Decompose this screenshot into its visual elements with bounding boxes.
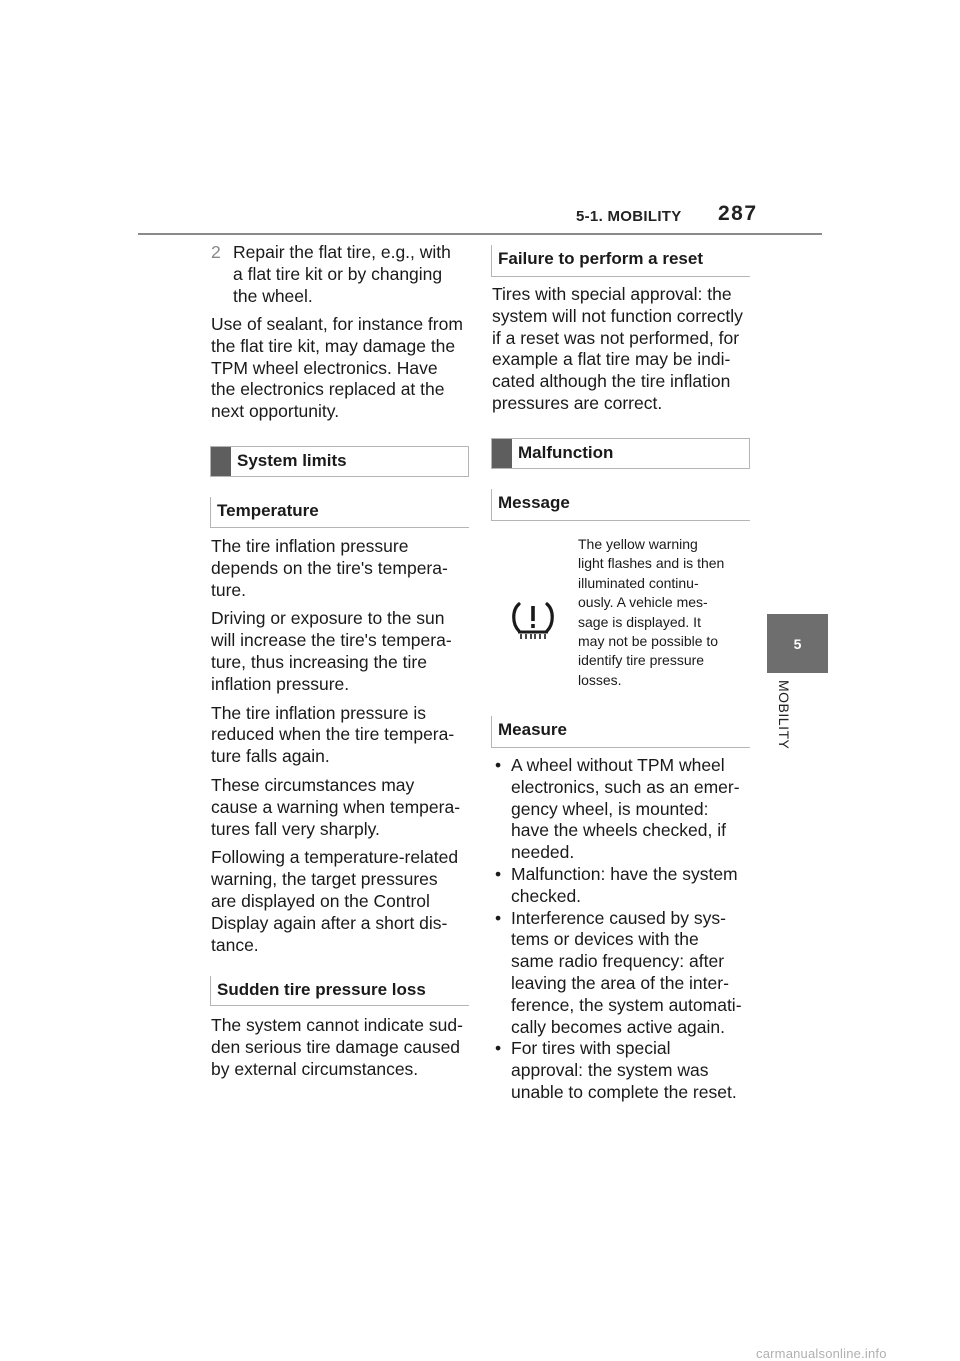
text-line: The tire inflation pressure <box>211 536 409 556</box>
heading-text: System limits <box>237 451 347 470</box>
text-line: den serious tire damage caused <box>211 1036 461 1057</box>
reset-failure-heading: Failure to perform a reset <box>491 245 750 277</box>
text-line: cally becomes active again. <box>511 1016 725 1037</box>
list-item <box>492 864 754 908</box>
text-line: have the wheels checked, if <box>511 820 726 841</box>
text-line: the flat tire kit, may damage the <box>211 335 456 356</box>
text-line: losses. <box>578 671 622 688</box>
text-line: unable to complete the reset. <box>511 1081 737 1102</box>
reset-failure-body <box>492 284 754 415</box>
text-line: gency wheel, is mounted: <box>511 798 709 819</box>
paragraph <box>211 703 473 768</box>
text-line: are displayed on the Control <box>211 890 430 911</box>
system-limits-heading <box>210 446 469 477</box>
heading-text: Malfunction <box>518 443 614 462</box>
measure-list <box>492 755 754 1104</box>
text-line: reduced when the tire tempera- <box>211 724 455 745</box>
text-line: needed. <box>511 842 575 863</box>
step-line: the wheel. <box>233 285 313 306</box>
chapter-tab: 5 <box>767 614 828 673</box>
text-line: • For tires with special <box>511 1038 671 1059</box>
text-line: ture. <box>211 579 247 600</box>
text-line: the electronics replaced at the <box>211 379 445 400</box>
text-line: example a flat tire may be indi- <box>492 349 731 370</box>
text-line: • A wheel without TPM wheel <box>511 755 725 775</box>
text-line: Display again after a short dis- <box>211 912 448 933</box>
text-line: light flashes and is then <box>578 555 725 572</box>
text-line: Following a temperature-related <box>211 847 459 868</box>
text-line: tems or devices with the <box>511 929 699 950</box>
text-line: ture falls again. <box>211 746 330 767</box>
text-line: illuminated continu- <box>578 574 699 591</box>
text-line: The yellow warning <box>578 536 698 552</box>
text-line: sage is displayed. It <box>578 613 701 630</box>
measure-heading: Measure <box>491 716 750 748</box>
paragraph <box>211 775 473 840</box>
watermark: carmanualsonline.info <box>756 1346 887 1361</box>
paragraph <box>211 608 473 695</box>
text-line: cated although the tire inflation <box>492 371 731 392</box>
text-line: next opportunity. <box>211 401 340 422</box>
chapter-label: MOBILITY <box>776 680 792 750</box>
heading-bar <box>211 447 231 476</box>
text-line: • Interference caused by sys- <box>511 907 726 928</box>
text-line: These circumstances may <box>211 774 415 795</box>
sealant-paragraph <box>211 314 473 423</box>
heading-bar <box>492 439 512 468</box>
text-line: Use of sealant, for instance from <box>211 314 463 334</box>
text-line: system will not function correctly <box>492 305 743 326</box>
sudden-loss-heading: Sudden tire pressure loss <box>210 976 469 1006</box>
list-item <box>492 1038 754 1103</box>
tire-pressure-warning-icon <box>509 600 557 644</box>
step-line: Repair the flat tire, e.g., with <box>233 242 451 262</box>
text-line: may not be possible to <box>578 633 719 650</box>
temperature-heading: Temperature <box>210 497 469 528</box>
text-line: depends on the tire's tempera- <box>211 557 448 578</box>
section-title: 5-1. MOBILITY <box>576 208 682 225</box>
text-line: tures fall very sharply. <box>211 818 380 839</box>
text-line: tance. <box>211 934 259 955</box>
text-line: identify tire pressure <box>578 652 705 669</box>
text-line: ference, the system automati- <box>511 994 742 1015</box>
text-line: Driving or exposure to the sun <box>211 608 445 629</box>
step-line: a flat tire kit or by changing <box>233 263 443 284</box>
text-line: same radio frequency: after <box>511 951 725 972</box>
message-heading: Message <box>491 489 750 521</box>
sudden-loss-body <box>211 1015 473 1080</box>
step-text <box>233 242 451 307</box>
text-line: The system cannot indicate sud- <box>211 1015 463 1035</box>
list-item <box>492 755 754 864</box>
paragraph <box>211 847 473 956</box>
text-line: if a reset was not performed, for <box>492 327 740 348</box>
text-line: inflation pressure. <box>211 673 350 694</box>
text-line: ture, thus increasing the tire <box>211 651 427 672</box>
text-line: Tires with special approval: the <box>492 284 732 304</box>
text-line: cause a warning when tempera- <box>211 796 461 817</box>
text-line: will increase the tire's tempera- <box>211 630 452 651</box>
header-divider <box>138 233 822 235</box>
text-line: pressures are correct. <box>492 392 663 413</box>
text-line: The tire inflation pressure is <box>211 702 426 723</box>
text-line: by external circumstances. <box>211 1058 419 1079</box>
text-line: checked. <box>511 885 582 906</box>
step-item <box>211 242 473 307</box>
text-line: approval: the system was <box>511 1060 709 1081</box>
malfunction-heading <box>491 438 750 469</box>
text-line: TPM wheel electronics. Have <box>211 357 438 378</box>
text-line: ously. A vehicle mes- <box>578 594 708 611</box>
text-line: warning, the target pressures <box>211 869 438 890</box>
list-item <box>492 908 754 1039</box>
text-line: leaving the area of the inter- <box>511 972 729 993</box>
message-description <box>578 535 758 690</box>
paragraph <box>211 536 473 601</box>
text-line: electronics, such as an emer- <box>511 776 740 797</box>
text-line: • Malfunction: have the system <box>511 863 738 884</box>
temperature-body <box>211 536 473 956</box>
page-number: 287 <box>718 202 758 225</box>
step-number: 2 <box>211 242 221 262</box>
